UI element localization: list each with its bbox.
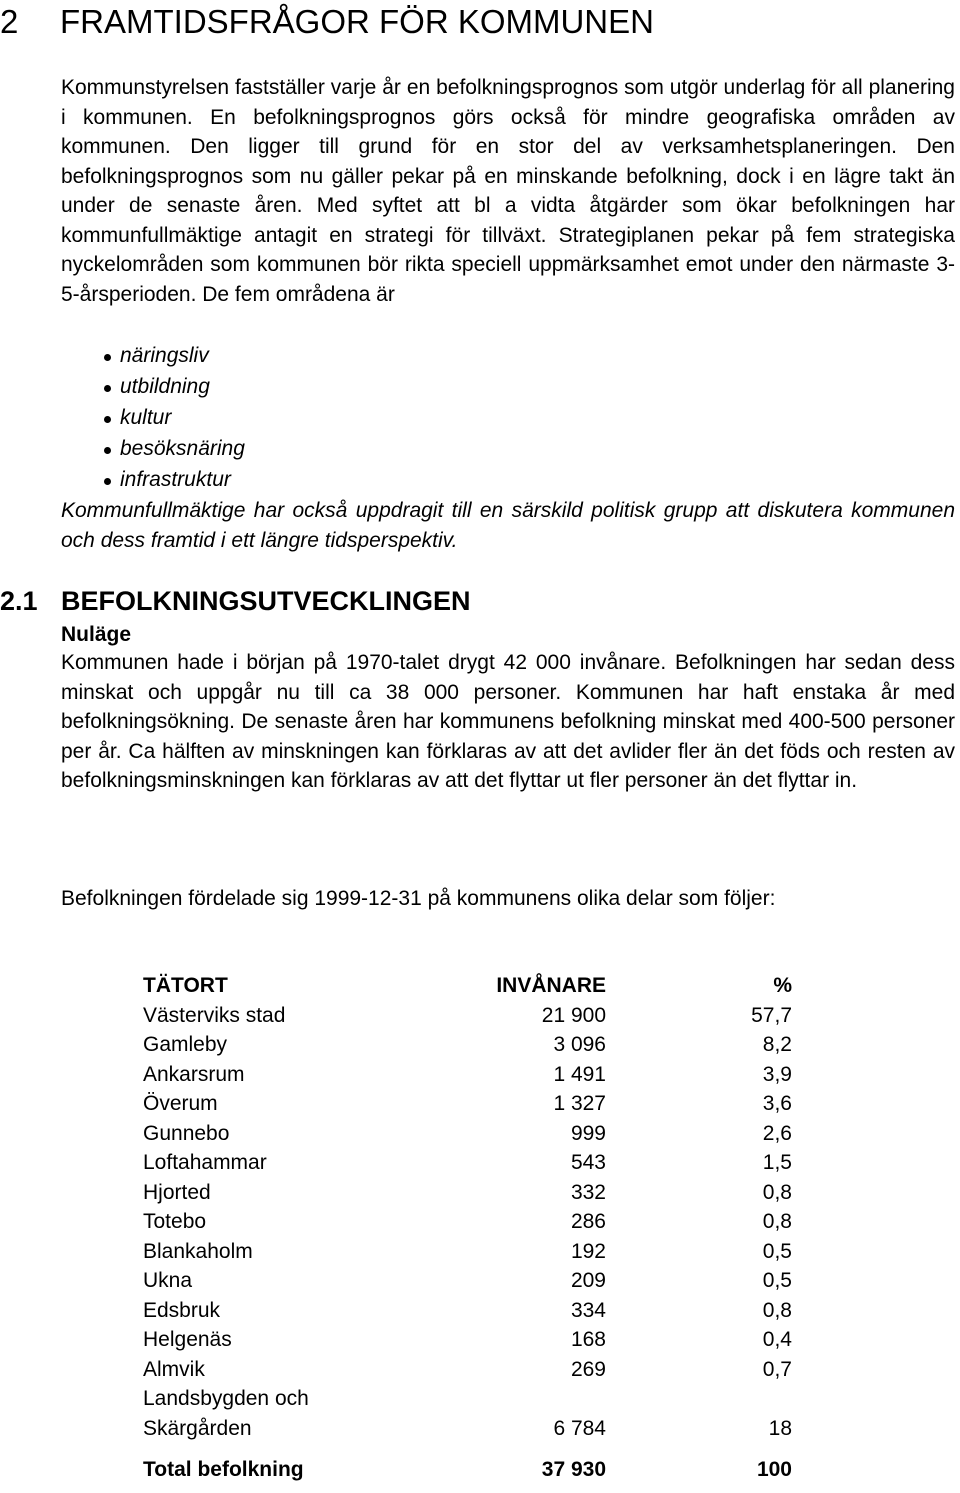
cell-percent: 0,7	[762, 1357, 792, 1381]
cell-percent: 18	[768, 1416, 792, 1440]
table-row	[143, 1237, 792, 1267]
table-total-row	[143, 1443, 792, 1485]
cell-percent: 57,7	[751, 1003, 792, 1027]
cell-invanare: 999	[570, 1121, 606, 1145]
cell-tatort: Överum	[143, 1092, 218, 1115]
population-table	[143, 971, 792, 1485]
cell-total-percent: 100	[756, 1458, 792, 1481]
cell-tatort: Ukna	[143, 1269, 193, 1292]
cell-invanare: 1 327	[553, 1092, 606, 1115]
cell-invanare: 332	[570, 1180, 606, 1204]
cell-invanare: 543	[570, 1151, 606, 1174]
cell-tatort: Västerviks stad	[143, 1003, 286, 1027]
cell-invanare: 1 491	[553, 1062, 606, 1086]
cell-tatort: Gamleby	[143, 1033, 228, 1056]
heading-1-number: 2	[0, 3, 19, 40]
table-row	[143, 1266, 792, 1296]
table-intro: Befolkningen fördelade sig 1999-12-31 på kommunens olika delar som följer:	[61, 887, 776, 910]
cell-tatort: Almvik	[143, 1357, 205, 1381]
cell-tatort: Edsbruk	[143, 1298, 221, 1322]
cell-tatort: Ankarsrum	[143, 1062, 245, 1086]
subheading-nulage: Nuläge	[61, 623, 132, 646]
cell-invanare: 192	[570, 1239, 606, 1263]
table-row	[143, 1001, 792, 1031]
focus-area-item: besöksnäring	[104, 433, 245, 464]
table-row	[143, 1384, 792, 1414]
cell-total-invanare: 37 930	[541, 1458, 606, 1481]
heading-1-title: FRAMTIDSFRÅGOR FÖR KOMMUNEN	[60, 3, 654, 40]
nulage-paragraph: Kommunen hade i början på 1970-talet drygt 42 000 invånare. Befolkningen har sedan dess minskat och uppgår nu till ca 38 000 personer. Kommunen har haft enstaka år med befolkningsökning. De senaste åren har kommunens befolkning minskat med 400-500 personer per år. Ca hälften av minskningen kan förklaras av att det avlider fler än det föds och resten av befolkningsminskningen kan förklaras av att det flyttar ut fler personer än det flyttar in.	[61, 651, 955, 792]
cell-tatort: Skärgården	[143, 1416, 252, 1440]
table-row	[143, 1030, 792, 1060]
cell-invanare: 6 784	[553, 1416, 606, 1440]
cell-percent: 0,5	[762, 1239, 792, 1263]
column-header-invanare: INVÅNARE	[496, 974, 606, 997]
table-row	[143, 1119, 792, 1149]
cell-invanare: 3 096	[553, 1033, 606, 1056]
table-row	[143, 1296, 792, 1326]
cell-invanare: 209	[570, 1269, 606, 1292]
cell-percent: 3,9	[762, 1062, 792, 1086]
cell-tatort: Landsbygden och	[143, 1387, 309, 1410]
cell-percent: 0,8	[762, 1210, 792, 1233]
cell-invanare: 286	[570, 1210, 606, 1233]
cell-tatort: Totebo	[143, 1210, 207, 1233]
cell-percent	[606, 1384, 792, 1414]
cell-invanare: 334	[570, 1298, 606, 1322]
focus-area-item: utbildning	[104, 371, 245, 402]
cell-tatort: Helgenäs	[143, 1328, 232, 1351]
table-row	[143, 1148, 792, 1178]
cell-percent: 3,6	[762, 1092, 792, 1115]
cell-tatort: Blankaholm	[143, 1239, 253, 1263]
focus-area-item: infrastruktur	[104, 464, 245, 495]
cell-tatort: Loftahammar	[143, 1151, 267, 1174]
column-header-tatort: TÄTORT	[143, 974, 228, 997]
cell-invanare: 21 900	[541, 1003, 606, 1027]
table-row	[143, 1207, 792, 1237]
heading-2-number: 2.1	[0, 586, 38, 616]
table-row	[143, 1178, 792, 1208]
table-row	[143, 1325, 792, 1355]
column-header-percent: %	[773, 974, 792, 997]
focus-area-item: näringsliv	[104, 340, 245, 371]
cell-percent: 0,8	[762, 1180, 792, 1204]
table-header-row	[143, 971, 792, 1001]
cell-tatort: Gunnebo	[143, 1121, 230, 1145]
focus-area-item: kultur	[104, 402, 245, 433]
table-row	[143, 1355, 792, 1385]
focus-area-list	[104, 340, 245, 495]
cell-percent: 2,6	[762, 1121, 792, 1145]
cell-percent: 8,2	[762, 1033, 792, 1056]
cell-percent: 0,5	[762, 1269, 792, 1292]
closing-paragraph: Kommunfullmäktige har också uppdragit till en särskild politisk grupp att diskutera kommunen och dess framtid i ett längre tidsperspektiv.	[61, 499, 955, 552]
table-row	[143, 1089, 792, 1119]
intro-paragraph: Kommunstyrelsen fastställer varje år en befolkningsprognos som utgör underlag för all planering i kommunen. En befolkningsprognos görs också för mindre geografiska områden av kommunen. Den ligger till grund för en stor del av verksamhetsplaneringen. Den befolkningsprognos som nu gäller pekar på en minskande befolkning, dock i en lägre takt än under de senaste åren. Med syftet att bl a vidta åtgärder som ökar befolkningen har kommunfullmäktige antagit en strategi för tillväxt. Strategiplanen pekar på fem strategiska nyckelområden som kommunen bör rikta speciell uppmärksamhet emot under den närmaste 3-5-årsperioden. De fem områdena är	[61, 76, 955, 306]
cell-percent: 0,8	[762, 1298, 792, 1322]
heading-2-title: BEFOLKNINGSUTVECKLINGEN	[61, 586, 471, 616]
cell-invanare: 168	[570, 1328, 606, 1351]
cell-invanare	[483, 1384, 606, 1414]
cell-percent: 0,4	[762, 1328, 792, 1351]
table-row	[143, 1060, 792, 1090]
cell-total-label: Total befolkning	[143, 1458, 304, 1481]
table-row	[143, 1414, 792, 1444]
cell-percent: 1,5	[762, 1151, 792, 1174]
cell-invanare: 269	[570, 1357, 606, 1381]
cell-tatort: Hjorted	[143, 1180, 211, 1204]
